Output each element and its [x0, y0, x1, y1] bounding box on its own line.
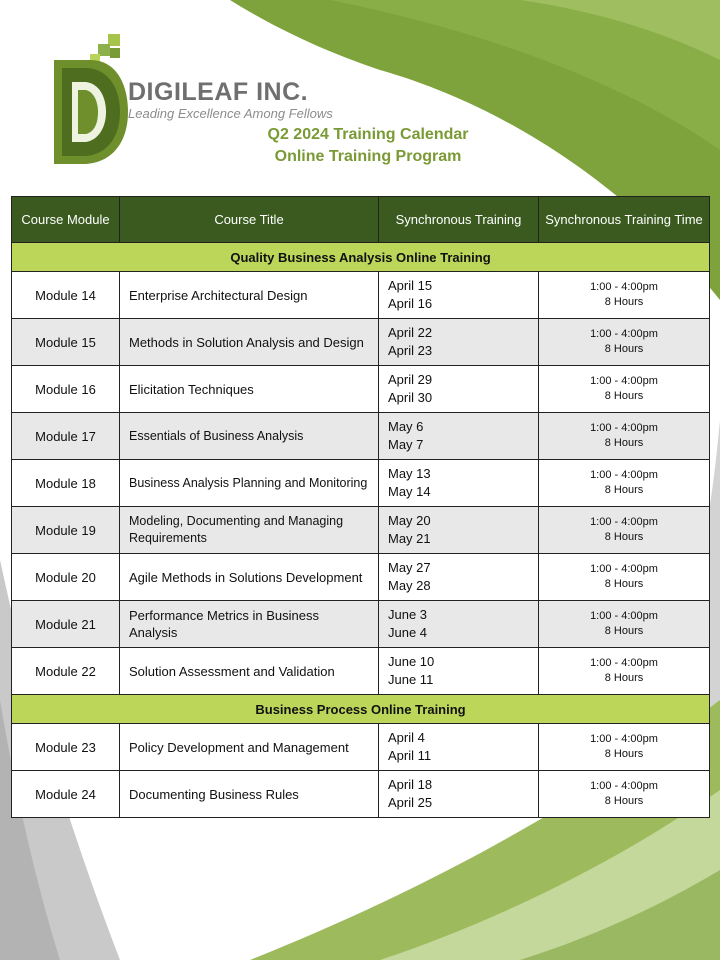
- table-row: [12, 601, 710, 648]
- training-time: 1:00 - 4:00pm: [590, 328, 658, 340]
- training-hours: 8 Hours: [604, 343, 644, 355]
- training-calendar-table: [11, 196, 710, 818]
- training-date: May 27: [388, 560, 431, 575]
- training-date: May 28: [388, 578, 431, 593]
- digileaf-d-logo-icon: [50, 32, 130, 167]
- module-cell: Module 23: [12, 724, 120, 771]
- training-hours: 8 Hours: [604, 672, 644, 684]
- training-date: May 6: [388, 419, 424, 434]
- training-hours: 8 Hours: [604, 437, 644, 449]
- course-title-cell: Documenting Business Rules: [120, 771, 379, 818]
- training-hours: 8 Hours: [604, 625, 644, 637]
- training-time-cell: [539, 413, 710, 460]
- section-title: Quality Business Analysis Online Training: [12, 243, 710, 272]
- training-dates-cell: [379, 771, 539, 818]
- training-hours: 8 Hours: [604, 748, 644, 760]
- table-row: [12, 460, 710, 507]
- training-hours: 8 Hours: [604, 296, 644, 308]
- training-time-cell: [539, 648, 710, 695]
- training-time-cell: [539, 507, 710, 554]
- training-dates-cell: [379, 554, 539, 601]
- training-time: 1:00 - 4:00pm: [590, 375, 658, 387]
- course-title-cell: Methods in Solution Analysis and Design: [120, 319, 379, 366]
- training-date: May 14: [388, 484, 431, 499]
- training-hours: 8 Hours: [604, 795, 644, 807]
- training-dates-cell: [379, 724, 539, 771]
- column-header-sync-training: Synchronous Training: [379, 197, 539, 243]
- training-date: June 11: [388, 672, 434, 687]
- training-time-cell: [539, 554, 710, 601]
- table-row: [12, 366, 710, 413]
- table-row: [12, 272, 710, 319]
- table-row: [12, 554, 710, 601]
- training-date: June 4: [388, 625, 428, 640]
- training-date: April 11: [388, 748, 432, 763]
- training-dates-cell: [379, 319, 539, 366]
- training-date: April 23: [388, 343, 433, 358]
- training-dates-cell: [379, 366, 539, 413]
- module-cell: Module 19: [12, 507, 120, 554]
- training-date: April 4: [388, 730, 425, 745]
- table-header-row: [12, 197, 710, 243]
- module-cell: Module 15: [12, 319, 120, 366]
- training-time-cell: [539, 366, 710, 413]
- table-row: [12, 413, 710, 460]
- training-date: April 15: [388, 278, 433, 293]
- brand-name: DIGILEAF INC.: [128, 78, 309, 106]
- section-header-row: [12, 243, 710, 272]
- module-cell: Module 17: [12, 413, 120, 460]
- training-time-cell: [539, 601, 710, 648]
- module-cell: Module 21: [12, 601, 120, 648]
- training-date: April 16: [388, 296, 433, 311]
- training-dates-cell: [379, 648, 539, 695]
- training-date: May 13: [388, 466, 431, 481]
- training-time-cell: [539, 460, 710, 507]
- training-time-cell: [539, 771, 710, 818]
- training-date: April 30: [388, 390, 433, 405]
- training-time-cell: [539, 272, 710, 319]
- course-title-cell: Elicitation Techniques: [120, 366, 379, 413]
- column-header-module: Course Module: [12, 197, 120, 243]
- training-date: May 20: [388, 513, 431, 528]
- column-header-sync-time: Synchronous Training Time: [539, 197, 710, 243]
- module-cell: Module 24: [12, 771, 120, 818]
- training-date: April 25: [388, 795, 433, 810]
- training-dates-cell: [379, 413, 539, 460]
- training-dates-cell: [379, 601, 539, 648]
- brand-tagline: Leading Excellence Among Fellows: [128, 106, 333, 121]
- course-title-cell: Solution Assessment and Validation: [120, 648, 379, 695]
- training-time: 1:00 - 4:00pm: [590, 657, 658, 669]
- module-cell: Module 18: [12, 460, 120, 507]
- training-date: April 29: [388, 372, 433, 387]
- training-date: June 10: [388, 654, 435, 669]
- course-title-cell: Policy Development and Management: [120, 724, 379, 771]
- course-title-cell: Modeling, Documenting and Managing Requirements: [120, 507, 379, 554]
- section-title: Business Process Online Training: [12, 695, 710, 724]
- training-time-cell: [539, 724, 710, 771]
- column-header-title: Course Title: [120, 197, 379, 243]
- training-dates-cell: [379, 507, 539, 554]
- training-time: 1:00 - 4:00pm: [590, 780, 658, 792]
- training-time: 1:00 - 4:00pm: [590, 281, 658, 293]
- course-title-cell: Essentials of Business Analysis: [120, 413, 379, 460]
- training-date: June 3: [388, 607, 428, 622]
- training-time: 1:00 - 4:00pm: [590, 610, 658, 622]
- calendar-heading: [218, 124, 518, 168]
- training-hours: 8 Hours: [604, 578, 644, 590]
- training-dates-cell: [379, 460, 539, 507]
- page-title: Q2 2024 Training Calendar: [267, 126, 469, 143]
- training-time: 1:00 - 4:00pm: [590, 516, 658, 528]
- course-title-cell: Enterprise Architectural Design: [120, 272, 379, 319]
- training-time: 1:00 - 4:00pm: [590, 733, 658, 745]
- section-header-row: [12, 695, 710, 724]
- module-cell: Module 16: [12, 366, 120, 413]
- training-time: 1:00 - 4:00pm: [590, 563, 658, 575]
- course-title-cell: Business Analysis Planning and Monitoring: [120, 460, 379, 507]
- module-cell: Module 20: [12, 554, 120, 601]
- table-row: [12, 771, 710, 818]
- training-dates-cell: [379, 272, 539, 319]
- training-date: May 21: [388, 531, 431, 546]
- training-time: 1:00 - 4:00pm: [590, 422, 658, 434]
- training-date: April 18: [388, 777, 433, 792]
- training-date: April 22: [388, 325, 433, 340]
- page-subtitle: Online Training Program: [274, 148, 462, 165]
- training-date: May 7: [388, 437, 424, 452]
- course-title-cell: Agile Methods in Solutions Development: [120, 554, 379, 601]
- table-row: [12, 507, 710, 554]
- training-hours: 8 Hours: [604, 484, 644, 496]
- module-cell: Module 22: [12, 648, 120, 695]
- training-time: 1:00 - 4:00pm: [590, 469, 658, 481]
- training-hours: 8 Hours: [604, 531, 644, 543]
- table-row: [12, 724, 710, 771]
- table-row: [12, 648, 710, 695]
- module-cell: Module 14: [12, 272, 120, 319]
- training-time-cell: [539, 319, 710, 366]
- course-title-cell: Performance Metrics in Business Analysis: [120, 601, 379, 648]
- training-hours: 8 Hours: [604, 390, 644, 402]
- table-row: [12, 319, 710, 366]
